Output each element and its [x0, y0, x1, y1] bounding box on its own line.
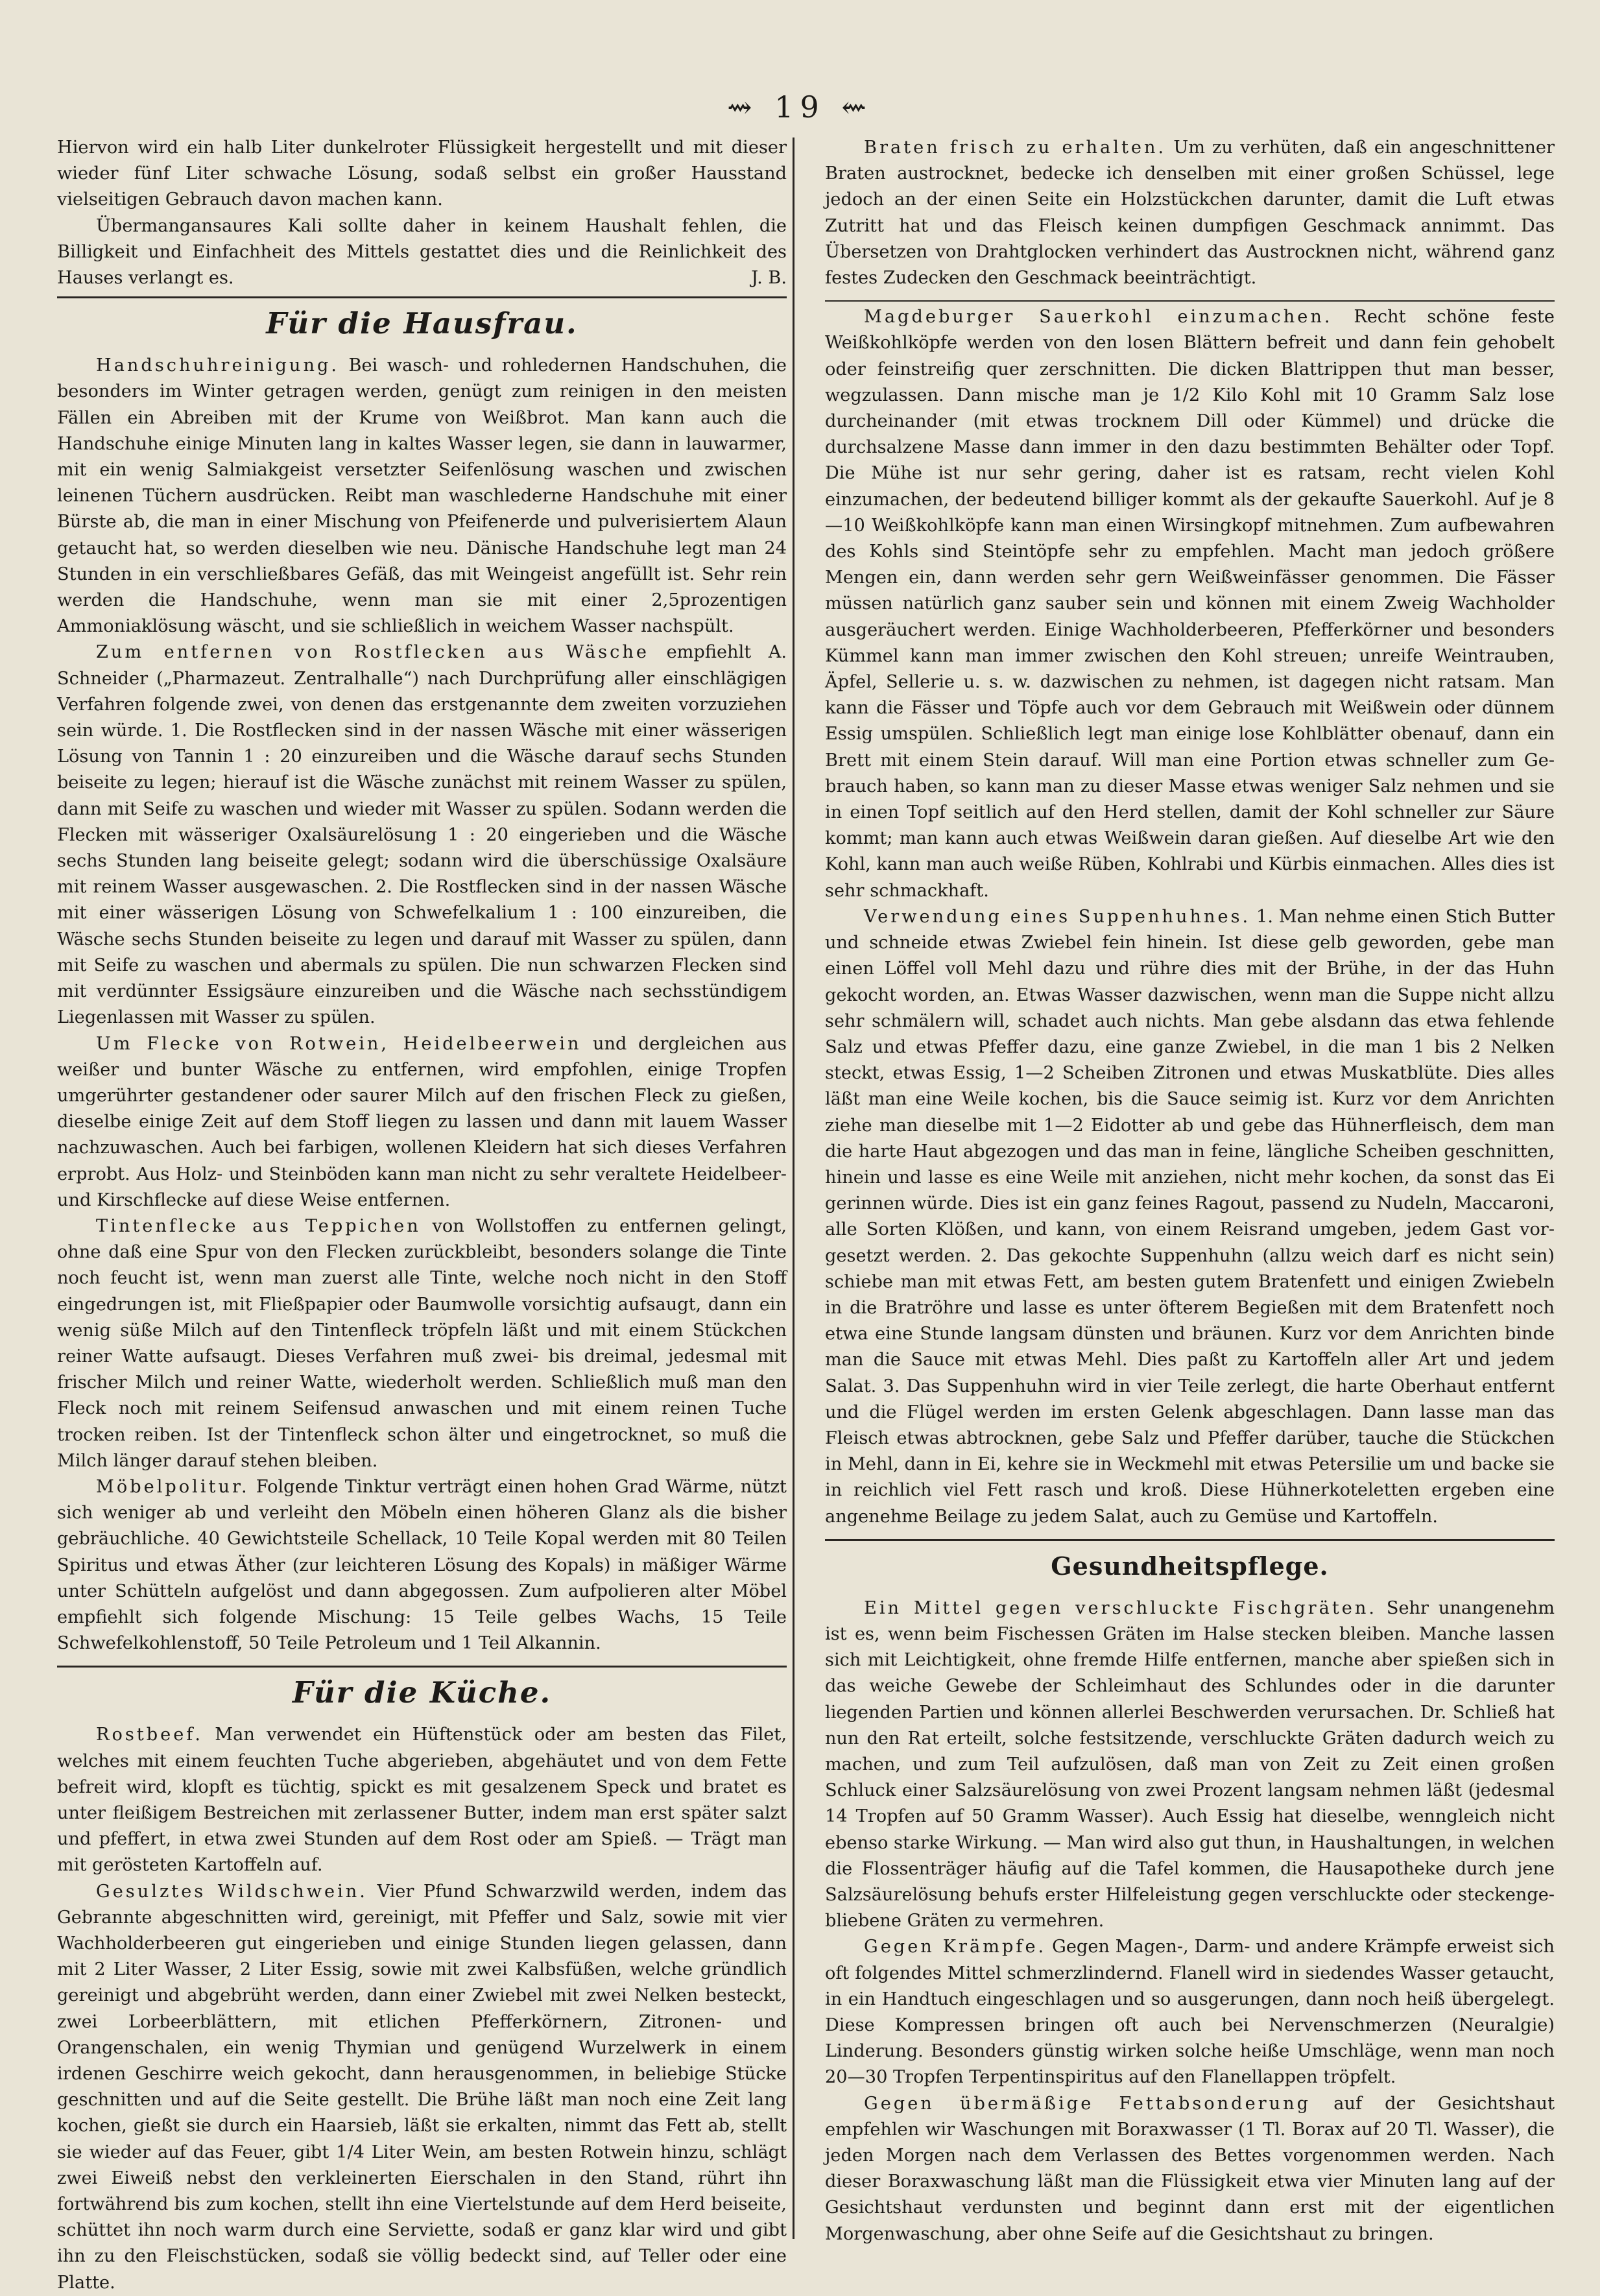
article-paragraph: Gegen Krämpfe. Gegen Magen-, Darm- und andere Krämpfe erweist sich oft folgendes Mittel schmerzlindernd. Flanell wird in siedendes Wasser getaucht, in ein Handtuch eingeschlagen und so ausgerungen, dann noch heiß übergelegt. Diese Kompressen bringen oft auch bei Nervenschmerzen (Neuralgie) Linderung. Besonders günstig wirken solche heiße Umschläge, wenn man noch 20—30 Tropfen Terpentinspiritus auf den Flanellappen tröpfelt.	[825, 1937, 1555, 2088]
column-divider	[793, 138, 794, 2239]
article-paragraph: Ein Mittel gegen verschluckte Fischgräten. Sehr unangenehm ist es, wenn beim Fischessen Gräten im Halse stecken bleiben. Manche lassen sich mit Leichtigkeit, ohne fremde Hilfe entfernen, manche aber spießen sich in das weiche Gewebe der Schleimhaut des Schlundes oder in die darunter liegenden Partien und können allerlei Beschwerden verursachen. Dr. Schließ hat nun den Rat erteilt, solche festsitzende, verschluckte Gräten dadurch weich zu machen, und zum Teil aufzulösen, daß man von Zeit zu Zeit einen großen Schluck einer Salzsäurelösung von zwei Prozent langsam nehmen läßt (jedesmal 14 Tropfen auf 50 Gramm Wasser). Auch Essig hat dieselbe, wenngleich nicht ebenso starke Wirkung. — Man wird also gut thun, in Haushaltungen, in welchen die Flossenträger häufig auf die Tafel kommen, die Hausapotheke durch jene Salzsäurelösung behufs erster Hilfeleistung gegen verschluckte oder steckengebliebene Gräten zu vermehren.	[825, 1597, 1555, 1931]
article-divider	[825, 300, 1555, 302]
article-heading: Gesulztes Wildschwein.	[96, 1881, 368, 1902]
article-paragraph: Braten frisch zu erhalten. Um zu verhüten, daß ein angeschnittener Braten austrocknet, bedecke ich denselben mit einer großen Schüssel, lege jedoch an der einen Seite ein Holzstückchen darunter, damit die Luft etwas Zutritt hat und das Fleisch keinen dumpfigen Geschmack annimmt. Das Übersetzen von Drahtglocken verhindert das Austrocknen nicht, während ganz festes Zudecken den Geschmack beeinträchtigt.	[825, 138, 1555, 289]
article-heading: Verwendung eines Suppenhuhnes.	[864, 906, 1251, 927]
article-paragraph: Rostbeef. Man verwendet ein Hüftenstück oder am besten das Filet, welches mit einem feuchten Tuche abgerieben, abgehäutet und von dem Fette befreit wird, klopft es tüchtig, spickt es mit gesalzenem Speck und bratet es unter fleißigem Bestreichen mit zerlassener Butter, indem man erst später salzt und pfeffert, in etwa zwei Stunden auf dem Rost oder am Spieß. — Trägt man mit gerösteten Kartoffeln auf.	[57, 1725, 787, 1876]
article-heading: Handschuhreinigung.	[96, 355, 339, 376]
article-paragraph: Möbelpolitur. Folgende Tinktur verträgt einen hohen Grad Wärme, nützt sich weniger ab und verleiht den Möbeln einen höheren Glanz als die bisher gebräuchliche. 40 Gewichtsteile Schellack, 10 Teile Kopal werden mit 80 Teilen Spiritus und etwas Äther (zur leichteren Lösung des Kopals) in mäßiger Wärme unter Schütteln aufgelöst und dann abgegossen. Zum aufpolieren alter Möbel empfiehlt sich folgende Mischung: 15 Teile gelbes Wachs, 15 Teile Schwefelkohlenstoff, 50 Teile Petroleum und 1 Teil Alkannin.	[57, 1476, 787, 1654]
ornament-right-icon: ⇜	[841, 90, 873, 125]
right-column	[825, 135, 1555, 2288]
section-title: Für die Hausfrau.	[57, 296, 787, 346]
article-heading: Möbelpolitur.	[96, 1476, 250, 1497]
article-heading: Tintenflecke aus Teppichen	[96, 1215, 421, 1236]
article-heading: Ein Mittel gegen verschluckte Fischgräten.	[864, 1597, 1378, 1618]
article-heading: Braten frisch zu erhalten.	[864, 138, 1167, 158]
article-heading: Rostbeef.	[96, 1725, 204, 1745]
article-heading: Gegen übermäßige Fettabsonderung	[864, 2093, 1311, 2114]
intro-paragraph: Hiervon wird ein halb Liter dunkelroter Flüssigkeit hergestellt und mit dieser wieder fünf Liter schwache Lösung, sodaß selbst ein großer Hausstand vielseitigen Gebrauch davon machen kann.	[57, 138, 787, 210]
section-title: Für die Küche.	[57, 1666, 787, 1716]
article-paragraph: Magdeburger Sauerkohl einzumachen. Recht schöne feste Weißkohlköpfe werden von den losen Blättern befreit und dann fein gehobelt oder feinstreifig quer zerschnitten. Die dicken Blattrippen thut man besser, wegzulassen. Dann mische man je 1/2 Kilo Kohl mit 10 Gramm Salz lose durcheinander (mit etwas trocknem Dill oder Kümmel) und drücke die durchsalzene Masse dann immer in den dazu bestimmten Behälter oder Topf. Die Mühe ist nur sehr gering, daher ist es ratsam, recht vielen Kohl einzumachen, der bedeutend billiger kommt als der gekaufte Sauerkohl. Auf je 8—10 Weißkohlköpfe kann man einen Wirsingkopf mitnehmen. Zum aufbewahren des Kohls sind Steintöpfe sehr zu empfehlen. Macht man jedoch größere Mengen ein, dann werden sehr gern Weißweinfässer genommen. Die Fässer müssen natürlich ganz sauber sein und können mit einem Zweig Wachholder ausgeräuchert werden. Einige Wachholderbeeren, Pfefferkörner und besonders Kümmel kann man immer zwischen den Kohl streuen; unreife Weintrauben, Äpfel, Sellerie u. s. w. dazwischen zu nehmen, ist dagegen nicht ratsam. Man kann die Fässer und Töpfe auch vor dem Gebrauch mit Weißwein oder dünnem Essig umspülen. Schließlich legt man einige lose Kohlblätter obenauf, dann ein Brett mit einem Stein darauf. Will man eine Portion etwas schneller zum Gebrauch haben, so kann man zu dieser Masse etwas weniger Salz nehmen und sie in einen Topf seitlich auf den Herd stellen, damit der Kohl schneller zur Säure kommt; man kann auch etwas Weißwein daran gießen. Auf dieselbe Art wie den Kohl, kann man auch weiße Rüben, Kohlrabi und Kürbis einmachen. Alles dies ist sehr schmackhaft.	[825, 307, 1555, 901]
author-signature: J. B.	[751, 268, 787, 289]
article-heading: Um Flecke von Rotwein, Heidelbeerwein	[96, 1033, 582, 1054]
article-paragraph: Um Flecke von Rotwein, Heidelbeerwein und dergleichen aus weißer und bunter Wäsche zu entfernen, wird empfohlen, einige Tropfen umgerührter gestandener oder saurer Milch auf den frischen Fleck zu gießen, dieselbe einige Zeit auf dem Stoff liegen zu lassen und dann mit lauem Wasser nachzuwaschen. Auch bei farbigen, wollenen Kleidern hat sich dieses Verfahren erprobt. Aus Holz- und Steinböden kann man nicht zu sehr veraltete Heidelbeer- und Kirschflecke auf diese Weise entfernen.	[57, 1033, 787, 1210]
ornament-left-icon: ⇝	[727, 90, 759, 125]
article-paragraph: Handschuhreinigung. Bei wasch- und rohledernen Handschuhen, die besonders im Winter getragen werden, genügt zum reinigen in den meisten Fällen ein Abreiben mit der Krume von Weißbrot. Man kann auch die Handschuhe einige Minuten lang in kaltes Wasser legen, sie dann in lauwarmer, mit ein wenig Salmiakgeist versetzter Seifenlösung waschen und zwischen leinenen Tüchern ausdrücken. Reibt man waschlederne Handschuhe mit einer Bürste ab, die man in einer Mischung von Pfeifenerde und pulverisiertem Alaun getaucht hat, so werden dieselben wie neu. Dänische Handschuhe legt man 24 Stunden in ein verschließbares Gefäß, das mit Weingeist angefüllt ist. Sehr rein werden die Handschuhe, wenn man sie mit einer 2,5prozentigen Ammoniaklösung wäscht, und sie schließlich in weichem Wasser nachspült.	[57, 355, 787, 637]
article-heading: Gegen Krämpfe.	[864, 1937, 1047, 1957]
article-paragraph: Tintenflecke aus Teppichen von Wollstoffen zu entfernen gelingt, ohne daß eine Spur von den Flecken zurückbleibt, besonders solange die Tinte noch feucht ist, wenn man zuerst alle Tinte, welche noch nicht in den Stoff eingedrungen ist, mit Fließpapier oder Baumwolle vorsichtig aufsaugt, dann ein wenig süße Milch auf den Tintenfleck tröpfeln läßt und mit einem Stückchen reiner Watte aufsaugt. Dieses Verfahren muß zwei- bis dreimal, jedesmal mit frischer Milch und reiner Watte, wiederholt werden. Schließlich muß man den Fleck noch mit reinem Seifensud anwaschen und mit einem reinen Tuche trocken reiben. Ist der Tintenfleck schon älter und eingetrocknet, so muß die Milch länger darauf stehen bleiben.	[57, 1215, 787, 1471]
article-heading: Zum entfernen von Rostflecken aus Wäsche	[96, 642, 650, 663]
article-paragraph: Gegen übermäßige Fettabsonderung auf der Gesichtshaut empfehlen wir Waschungen mit Boraxwasser (1 Tl. Borax auf 20 Tl. Wasser), die jeden Morgen nach dem Verlassen des Bettes vorgenommen werden. Nach dieser Boraxwaschung läßt man die Flüssigkeit etwa vier Minuten lang auf der Gesichtshaut verdunsten und beginnt dann erst mit der eigentlichen Morgenwaschung, aber ohne Seife auf die Gesichtshaut zu bringen.	[825, 2093, 1555, 2244]
article-paragraph: Gesulztes Wildschwein. Vier Pfund Schwarzwild werden, indem das Gebrannte abgeschnitten wird, gereinigt, mit Pfeffer und Salz, sowie mit vier Wachholderbeeren gut eingerieben und einige Stunden liegen gelassen, dann mit 2 Liter Wasser, 2 Liter Essig, sowie mit zwei Kalbsfüßen, welche gründlich gereinigt und abgebrüht werden, dann einer Zwiebel mit zwei Nelken besteckt, zwei Lorbeerblättern, mit etlichen Pfefferkörnern, Zitronen- und Orangenschalen, ein wenig Thymian und genügend Wurzelwerk in einem irdenen Geschirre weich gekocht, dann herausgenommen, in beliebige Stücke geschnitten und auf die Seite gestellt. Die Brühe läßt man noch eine Zeit lang kochen, gießt sie durch ein Haarsieb, läßt sie erkalten, nimmt das Fett ab, stellt sie wieder auf das Feuer, gibt 1/4 Liter Wein, am besten Rotwein hinzu, schlägt zwei Eiweiß nebst den verkleinerten Eierschalen in den Stand, rührt ihn fortwährend bis zum kochen, stellt ihn eine Viertelstunde auf dem Herd beiseite, schüttet ihn noch warm durch eine Serviette, sodaß er ganz klar wird und gibt ihn zu den Fleischstücken, sodaß sie völlig bedeckt sind, auf Teller oder eine Platte.	[57, 1881, 787, 2293]
left-column	[57, 135, 787, 2293]
section-title: Gesundheitspflege.	[825, 1539, 1555, 1589]
page-number: ⇝ 19 ⇜	[727, 90, 873, 125]
article-paragraph: Verwendung eines Suppenhuhnes. 1. Man nehme einen Stich Butter und schneide etwas Zwiebel fein hinein. Ist diese gelb geworden, gebe man einen Löffel voll Mehl dazu und rühre dies mit der Brühe, in der das Huhn gekocht worden, an. Etwas Wasser dazwischen, wenn man die Suppe nicht allzu sehr schmälern will, schadet auch nichts. Man gebe alsdann das etwa fehlende Salz und etwas Pfeffer dazu, eine ganze Zwiebel, in die man 1 bis 2 Nelken steckt, etwas Essig, 1—2 Scheiben Zitronen und etwas Muskatblüte. Dies alles läßt man eine Weile kochen, bis die Sauce seimig ist. Kurz vor dem Anrichten ziehe man dieselbe mit 1—2 Eidotter ab und gebe das Hühnerfleisch, dem man die harte Haut abgezogen und das man in feine, längliche Scheiben geschnitten, hinein und lasse es eine Weile mit anziehen, nicht mehr kochen, da sonst das Ei gerinnen würde. Dies ist ein ganz feines Ragout, passend zu Nudeln, Maccaroni, alle Sorten Klößen, und kann, von einem Reisrand umgeben, jedem Gast vorgesetzt werden. 2. Das gekochte Suppenhuhn (allzu weich darf es nicht sein) schiebe man mit etwas Fett, am besten gutem Bratenfett und einigen Zwiebeln in die Bratröhre und lasse es unter öfterem Begießen mit dem Bratenfett noch etwa eine Stunde langsam dünsten und bräunen. Kurz vor dem Anrichten binde man die Sauce mit etwas Mehl. Dies paßt zu Kartoffeln aller Art und jedem Salat. 3. Das Suppenhuhn wird in vier Teile zerlegt, die harte Oberhaut entfernt und die Flügel werden im ersten Gelenk abgeschlagen. Dann lasse man das Fleisch etwas abtrocknen, gebe Salz und Pfeffer darüber, tauche die Stückchen in Mehl, dann in Ei, kehre sie in Weckmehl mit etwas Petersilie um und backe sie in reichlich viel Fett rasch und kroß. Diese Hühnerkoteletten ergeben eine angenehme Beilage zu jedem Salat, auch zu Gemüse und Kartoffeln.	[825, 906, 1555, 1527]
intro-paragraph: Übermangansaures Kali sollte daher in keinem Haushalt fehlen, die Billigkeit und Einfachheit des Mittels gestattet dies und die Reinlichkeit des Hauses verlangt es. J. B.	[57, 213, 787, 292]
article-paragraph: Zum entfernen von Rostflecken aus Wäsche empfiehlt A. Schneider („Pharmazeut. Zentralhalle“) nach Durchprüfung aller einschlägigen Verfahren folgende zwei, von denen das erstgenannte dem zweiten vorzuziehen sein würde. 1. Die Rostflecken sind in der nassen Wäsche mit einer wässerigen Lösung von Tannin 1 : 20 einzureiben und die Wäsche darauf sechs Stunden beiseite zu legen; hierauf ist die Wäsche zunächst mit reinem Wasser zu spülen, dann mit Seife zu waschen und wieder mit Wasser zu spülen. Sodann werden die Flecken mit wässeriger Oxalsäurelösung 1 : 20 eingerieben und die Wäsche sechs Stunden lang beiseite gelegt; sodann wird die überschüssige Oxalsäure mit reinem Wasser ausgewaschen. 2. Die Rostflecken sind in der nassen Wäsche mit einer wässerigen Lösung von Schwefelkalium 1 : 100 einzureiben, die Wäsche sechs Stunden beiseite zu legen und darauf mit Wasser zu spülen, dann mit Seife zu waschen und abermals zu spülen. Die nun schwarzen Flecken sind mit verdünnter Essigsäure einzureiben und die Wäsche nach sechsstündigem Liegenlassen mit Wasser zu spülen.	[57, 642, 787, 1028]
article-heading: Magdeburger Sauerkohl einzumachen.	[864, 307, 1333, 328]
